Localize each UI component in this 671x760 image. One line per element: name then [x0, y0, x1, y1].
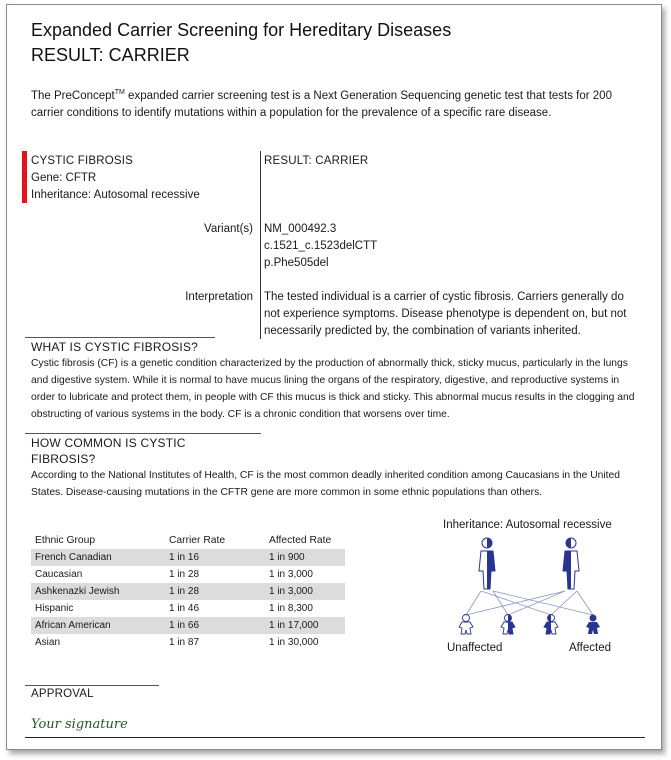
affected-rate-cell: 1 in 17,000 [265, 617, 345, 634]
inheritance-diagram [435, 535, 655, 653]
how-common-title-line2: FIBROSIS? [31, 452, 96, 466]
affected-rate-cell: 1 in 900 [265, 549, 345, 566]
affected-rate-cell: 1 in 3,000 [269, 569, 313, 580]
ethnic-group-cell: Ashkenazki Jewish [31, 583, 165, 600]
affected-rate-cell: 1 in 8,300 [269, 603, 313, 614]
inheritance-diagram-title: Inheritance: Autosomal recessive [443, 519, 612, 531]
how-common-text: According to the National Institutes of Health, CF is the most common deadly inherited condition among Caucasians in the United States. Disease-causing mutations in the CFTR gene are more common in some ethnic populations than others. [31, 470, 620, 498]
affected-rate-cell: 1 in 30,000 [269, 637, 319, 648]
variants-label: Variant(s) [204, 223, 253, 235]
signature-line [25, 737, 645, 738]
intro-text-start: The PreConcept [31, 89, 115, 102]
affected-rate-cell: 1 in 3,000 [265, 583, 345, 600]
table-row [31, 600, 345, 617]
parent-carrier-right [563, 538, 579, 589]
report-title: Expanded Carrier Screening for Hereditary Diseases [31, 20, 452, 40]
disease-name: CYSTIC FIBROSIS [31, 155, 134, 167]
header-carrier-rate: Carrier Rate [169, 534, 226, 546]
carrier-flag-bar [22, 151, 27, 203]
how-common-title-line1: HOW COMMON IS CYSTIC [31, 436, 186, 450]
affected-label: Affected [569, 642, 611, 653]
variant-transcript: NM_000492.3 [264, 223, 337, 235]
header-ethnic-group: Ethnic Group [35, 534, 96, 546]
variant-cdna: c.1521_c.1523delCTT [264, 240, 378, 252]
ethnic-rates-table [31, 531, 345, 651]
ethnic-group-cell: French Canadian [31, 549, 165, 566]
variant-protein: p.Phe505del [264, 257, 329, 269]
unaffected-label: Unaffected [447, 642, 503, 653]
interpretation-label: Interpretation [185, 291, 253, 303]
trademark-mark: TM [114, 89, 125, 96]
section-rule [25, 433, 261, 434]
gene-name: Gene: CFTR [31, 172, 97, 184]
table-row [31, 566, 345, 583]
child-carrier-left [501, 615, 515, 635]
disease-summary [31, 153, 200, 204]
section-rule [25, 337, 215, 338]
carrier-rate-cell: 1 in 16 [165, 549, 265, 566]
variants-list [264, 221, 377, 272]
approval-rule [25, 685, 159, 686]
what-is-title: WHAT IS CYSTIC FIBROSIS? [31, 340, 199, 354]
carrier-rate-cell: 1 in 46 [169, 603, 200, 614]
carrier-rate-cell: 1 in 87 [169, 637, 200, 648]
header-affected-rate: Affected Rate [269, 534, 332, 546]
table-row [31, 634, 345, 651]
carrier-rate-cell: 1 in 66 [165, 617, 265, 634]
ethnic-group-cell: African American [31, 617, 165, 634]
ethnic-group-cell: Asian [35, 637, 61, 648]
carrier-rate-cell: 1 in 28 [169, 569, 200, 580]
carrier-rate-cell: 1 in 28 [165, 583, 265, 600]
intro-text-rest: expanded carrier screening test is a Next Generation Sequencing genetic test that tests for 200 carrier conditions to identify mutations within a population for the prevalence of a specific rare disease. [31, 89, 612, 119]
interpretation-text: The tested individual is a carrier of cystic fibrosis. Carriers generally do not experience symptoms. Disease phenotype is dependent on, but not necessarily predicted by, the combination of variants inherited. [264, 291, 627, 337]
table-row [31, 583, 345, 600]
approval-title: APPROVAL [31, 688, 94, 700]
report-page [6, 4, 662, 750]
result-divider [260, 151, 261, 339]
inheritance-pattern: Inheritance: Autosomal recessive [31, 189, 200, 201]
what-is-text: Cystic fibrosis (CF) is a genetic condition characterized by the production of abnormally thick, sticky mucus, particularly in the lungs and digestive system. While it is normal to have mucus lining the organs of the respiratory, digestive, and reproductive systems in order to lubricate and protect them, in people with CF this mucus is thick and sticky. This abnormal mucus results in the clogging and obstructing of various systems in the body. CF is a chronic condition that worsens over time. [31, 358, 635, 420]
ethnic-group-cell: Caucasian [35, 569, 83, 580]
signature-field[interactable]: Your signature [31, 717, 128, 732]
intro-paragraph [31, 84, 631, 122]
finding-result: RESULT: CARRIER [264, 155, 369, 167]
inheritance-lines [466, 591, 593, 615]
table-row [31, 549, 345, 566]
table-header-row [31, 531, 345, 549]
table-row [31, 617, 345, 634]
ethnic-group-cell: Hispanic [35, 603, 74, 614]
child-carrier-right [544, 615, 558, 635]
child-affected [586, 615, 600, 635]
report-result: RESULT: CARRIER [31, 45, 190, 65]
child-unaffected [459, 615, 473, 635]
parent-carrier-left [479, 538, 495, 589]
